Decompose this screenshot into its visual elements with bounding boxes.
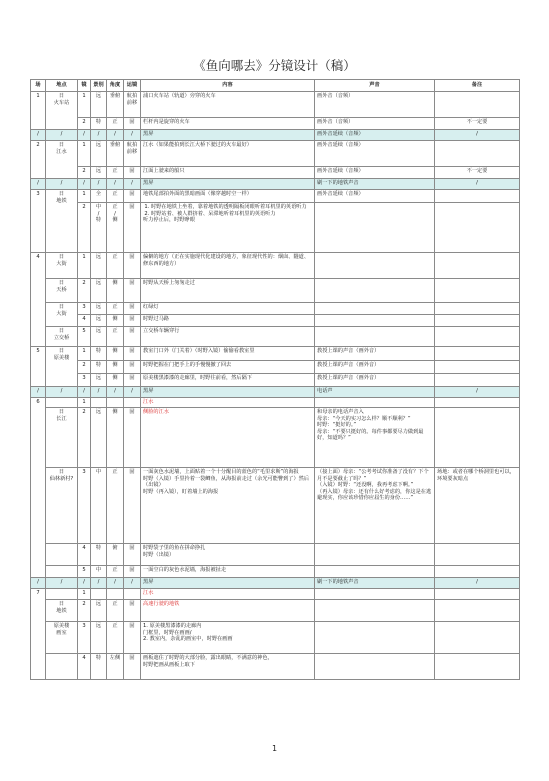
content-cell: 红绿灯 [141, 303, 315, 315]
content-item: 1. 时野在地铁上坐着，靠着地铁的透明隔板闭眼听着耳机里的英语听力 [151, 204, 312, 211]
shot-size: 中 [91, 566, 107, 578]
note-cell [435, 253, 520, 279]
content-cell: 江水 [141, 398, 315, 408]
content-cell: 江面上驶来的船只 [141, 167, 315, 179]
shot-number: 2 [78, 203, 91, 253]
dialogue-line: （接上面）母亲：“公考考试你准备了没有？下个月不是要截止了吗？” [317, 469, 429, 482]
shot-size: 远 [91, 327, 107, 347]
shot-number: 5 [78, 566, 91, 578]
shot-number: 4 [78, 315, 91, 327]
shot-number: 1 [78, 253, 91, 279]
sound-cell [315, 253, 435, 279]
note-cell [435, 654, 520, 680]
scene-number: 5 [31, 347, 46, 387]
angle: 正 [107, 622, 124, 654]
content-cell: 教室门口外（门关着）（时野入镜）偷偷看教室里 [141, 347, 315, 361]
document-title: 《鱼向哪去》分镜设计（稿） [193, 58, 356, 73]
table-row [31, 347, 520, 361]
shot-size: 特 [91, 347, 107, 361]
movement: 固 [124, 566, 141, 578]
sound-cell: 画外音延续（音频） [315, 130, 435, 141]
angle: 正 [107, 190, 124, 203]
shot-size: 远 [91, 622, 107, 654]
content-cell: 地铁尾部拍外面的黑暗画面（像穿越时空一样） [141, 190, 315, 203]
content-cell: 浦口火车站（轨道）旁穿的火车 [141, 92, 315, 118]
content-line: 时野袋子里的鱼在拼命挣扎 [143, 545, 206, 551]
movement: 固 [124, 118, 141, 130]
dialogue-line: （入镜）时野：“还没啊，我再考虑下啊。” [317, 482, 414, 489]
sound-cell: 刷一下的地铁声音 [315, 179, 435, 190]
slash: / [435, 578, 520, 589]
table-row [31, 92, 520, 118]
table-row [31, 398, 520, 408]
note-cell: 不一定要 [435, 118, 520, 130]
slash: / [46, 179, 78, 190]
header-scene: 场 [31, 80, 46, 92]
shot-size: 远 [91, 167, 107, 179]
content-cell: 侧脸的江水 [141, 408, 315, 468]
content-cell: 一面空白的灰色水泥墙，海报被扯走 [141, 566, 315, 578]
shot-size: 远 [91, 303, 107, 315]
note-cell [435, 361, 520, 374]
shot-size: 特 [91, 654, 107, 680]
content-item: 2. 时野站着、被人群挤着、呆滞地听着耳机里的英语听力 [151, 211, 312, 218]
content-cell: 江水（如果能拍到长江大桥下驶过的火车最好） [141, 141, 315, 167]
header-note: 备注 [435, 80, 520, 92]
note-cell [435, 398, 520, 408]
content-line: 1. 原美楼黑漆漆的走廊内 [143, 623, 202, 629]
location-cell [46, 398, 78, 408]
angle: 侧 [107, 374, 124, 387]
shot-size [91, 398, 107, 408]
content-cell: 黑屏 [141, 179, 315, 190]
table-row [31, 468, 520, 544]
table-row [31, 327, 520, 347]
blackout-row [31, 179, 520, 190]
content-line: 一面灰色水泥墙，上面贴着一个十分醒目的蓝色的“毛里求斯”的海报 [143, 469, 299, 475]
angle [107, 589, 124, 600]
location-cell [46, 654, 78, 680]
note-cell [435, 622, 520, 654]
note-cell [435, 327, 520, 347]
table-row [31, 253, 520, 279]
movement: 航拍 前移 [124, 141, 141, 167]
location-cell: 日 地铁 [46, 190, 78, 253]
scene-number: 4 [31, 253, 46, 347]
scene-number: 3 [31, 190, 46, 253]
movement: 固 [124, 347, 141, 361]
angle: 正 [107, 327, 124, 347]
table-row [31, 622, 520, 654]
movement: 固 [124, 190, 141, 203]
content-line: 时野（出镜） [143, 551, 175, 558]
sound-cell: 教授上课的声音（画外音） [315, 347, 435, 361]
sound-cell: 教授上课的声音（画外音） [315, 374, 435, 387]
dialogue-line: 时野：“挺好的。” [317, 422, 357, 429]
content-cell: 栏杆内是旋穿的火车 [141, 118, 315, 130]
angle: 侧 [107, 347, 124, 361]
table-row [31, 118, 520, 130]
slash: / [78, 578, 91, 589]
sound-cell [315, 468, 435, 544]
shot-size: 中 [91, 468, 107, 544]
movement: 固 [124, 374, 141, 387]
angle: 正 [107, 167, 124, 179]
table-row [31, 279, 520, 303]
movement: 固 [124, 253, 141, 279]
content-cell [141, 544, 315, 566]
shot-size: 远 [91, 600, 107, 622]
note-cell [435, 347, 520, 361]
location-cell: 日 立交桥 [46, 327, 78, 347]
shot-size: 特 [91, 118, 107, 130]
dialogue-line: 母亲：“不要只挺好的。每件事都要尽力做到最好，知道吗？” [317, 428, 424, 442]
content-cell: 黑屏 [141, 578, 315, 589]
sound-cell [315, 327, 435, 347]
shot-size: 远 [91, 374, 107, 387]
shot-number: 1 [78, 141, 91, 167]
sound-cell [315, 566, 435, 578]
movement: 固 [124, 279, 141, 303]
movement [124, 398, 141, 408]
table-row [31, 374, 520, 387]
angle: 垂俯 [107, 92, 124, 118]
content-cell: 黑屏 [141, 130, 315, 141]
content-cell: 黑屏 [141, 387, 315, 398]
angle: 正 [107, 600, 124, 622]
sound-cell [315, 315, 435, 327]
blackout-row [31, 578, 520, 589]
shot-size: 远 [91, 141, 107, 167]
movement: 固 [124, 544, 141, 566]
movement [124, 589, 141, 600]
sound-cell: 画外音延续（音频） [315, 167, 435, 179]
table-row [31, 589, 520, 600]
storyboard-table [30, 79, 520, 680]
header-movement: 运镜 [124, 80, 141, 92]
angle: 垂俯 [107, 141, 124, 167]
header-content: 内容 [141, 80, 315, 92]
slash: / [46, 130, 78, 141]
shot-number: 1 [78, 347, 91, 361]
content-cell [141, 203, 315, 253]
note-cell [435, 92, 520, 118]
movement: 固 [124, 468, 141, 544]
shot-number: 1 [78, 92, 91, 118]
angle: 侧 [107, 408, 124, 468]
table-row [31, 303, 520, 315]
sound-cell [315, 600, 435, 622]
location-cell: 日 长江 [46, 408, 78, 468]
movement: 固 [124, 408, 141, 468]
shot-size: 远 [91, 279, 107, 303]
shot-size: 特 [91, 544, 107, 566]
dialogue-line: 和母亲的电话声音入 [317, 409, 364, 415]
angle: 侧 [107, 315, 124, 327]
slash: / [435, 179, 520, 190]
note-cell [435, 600, 520, 622]
location-cell: 日 天桥 [46, 279, 78, 303]
shot-size: 远 [91, 408, 107, 468]
note-cell [435, 203, 520, 253]
table-row [31, 167, 520, 179]
content-cell: 偏僻的地方（正在实施现代化建设的地方，象征现代性的：烟囱、隧道、修东西的地方） [141, 253, 315, 279]
shot-number: 1 [78, 398, 91, 408]
header-sound: 声音 [315, 80, 435, 92]
movement: 固 [124, 361, 141, 374]
note-cell [435, 544, 520, 566]
movement: 固 [124, 303, 141, 315]
slash: / [78, 130, 91, 141]
slash: / [124, 130, 141, 141]
slash: / [107, 130, 124, 141]
shot-number: 4 [78, 544, 91, 566]
content-cell: 高速行驶的地铁 [141, 600, 315, 622]
slash: / [124, 179, 141, 190]
location-cell: 日 大街 [46, 303, 78, 327]
note-cell: 不一定要 [435, 167, 520, 179]
scene-number: 6 [31, 398, 46, 578]
note-cell [435, 303, 520, 315]
note-cell [435, 141, 520, 167]
content-cell [141, 468, 315, 544]
page-number: 1 [271, 744, 278, 753]
movement: 固 [124, 167, 141, 179]
shot-size: 远 [91, 315, 107, 327]
shot-number: 3 [78, 374, 91, 387]
content-cell [141, 654, 315, 680]
shot-number: 1 [78, 589, 91, 600]
note-cell [435, 374, 520, 387]
movement: 固 [124, 203, 141, 253]
content-line: 门框里，时野在画画/ [143, 629, 192, 636]
sound-cell: 画外音延续（音频） [315, 141, 435, 167]
header-location: 地点 [46, 80, 78, 92]
slash: / [435, 130, 520, 141]
slash: / [91, 130, 107, 141]
note-cell [435, 566, 520, 578]
content-cell: 时野过马路 [141, 315, 315, 327]
shot-number: 1 [78, 190, 91, 203]
note-cell [435, 589, 520, 600]
note-cell [435, 408, 520, 468]
slash: / [78, 387, 91, 398]
content-cell [141, 622, 315, 654]
content-cell: 时野把握在门把手上的手慢慢撤了回去 [141, 361, 315, 374]
shot-number: 2 [78, 600, 91, 622]
sound-cell [315, 408, 435, 468]
angle: 正 [107, 118, 124, 130]
table-row [31, 544, 520, 566]
sound-cell [315, 622, 435, 654]
header-shot: 镜 [78, 80, 91, 92]
shot-number: 2 [78, 118, 91, 130]
location-cell [46, 566, 78, 578]
sound-cell [315, 203, 435, 253]
location-cell: 日 火车站 [46, 92, 78, 130]
slash: / [124, 578, 141, 589]
slash: / [78, 179, 91, 190]
location-cell [46, 544, 78, 566]
location-cell: 日 地铁 [46, 600, 78, 622]
dialogue-line: 母亲：“今天的实习怎么样？顺不顺利？” [317, 415, 411, 422]
angle [107, 398, 124, 408]
table-row [31, 566, 520, 578]
sound-cell [315, 303, 435, 315]
slash: / [91, 179, 107, 190]
shot-size [91, 589, 107, 600]
table-row [31, 654, 520, 680]
slash: / [124, 387, 141, 398]
shot-size: 特 [91, 361, 107, 374]
content-line: 听力停止后，时野睁眼 [143, 217, 195, 224]
scene-number: 2 [31, 141, 46, 179]
table-row [31, 190, 520, 203]
slash: / [91, 387, 107, 398]
movement: 航拍 前移 [124, 92, 141, 118]
note-cell: 场地：或者在哪个桥洞里也可以，环境要灰暗点 [435, 468, 520, 544]
blackout-row [31, 387, 520, 398]
slash: / [46, 578, 78, 589]
table-row [31, 315, 520, 327]
angle: 左侧 [107, 654, 124, 680]
content-cell: 原美楼黑漆漆的走廊里，时野往前看，然后隔下 [141, 374, 315, 387]
sound-cell [315, 398, 435, 408]
movement: 固 [124, 600, 141, 622]
slash: / [435, 387, 520, 398]
shot-number: 2 [78, 167, 91, 179]
shot-number: 3 [78, 303, 91, 315]
slash: / [107, 387, 124, 398]
note-cell [435, 279, 520, 303]
slash: / [31, 130, 46, 141]
table-row [31, 408, 520, 468]
content-line: 时野把画从画板上取下 [143, 661, 195, 668]
table-row [31, 141, 520, 167]
shot-size: 远 [91, 253, 107, 279]
location-cell: 日 仙林新村? [46, 468, 78, 544]
content-line: 时野（入镜）手里拎着一袋鲫鱼，从海报前走过（余光可能瞥到了）然后（出镜） [143, 475, 310, 489]
angle: 正 [107, 468, 124, 544]
slash: / [107, 578, 124, 589]
angle: 正 [107, 303, 124, 315]
sound-cell: 刷一下的地铁声音 [315, 578, 435, 589]
sound-cell: 画外音（音频） [315, 118, 435, 130]
table-row [31, 203, 520, 253]
sound-cell: 教授上课的声音（画外音） [315, 361, 435, 374]
slash: / [31, 578, 46, 589]
angle: 正 / 侧 [107, 203, 124, 253]
sound-cell: 电话声 [315, 387, 435, 398]
sound-cell: 画外音（音频） [315, 92, 435, 118]
sound-cell [315, 544, 435, 566]
slash: / [107, 179, 124, 190]
blackout-row [31, 130, 520, 141]
angle: 正 [107, 253, 124, 279]
movement: 固 [124, 654, 141, 680]
sound-cell [315, 589, 435, 600]
movement: 固 [124, 622, 141, 654]
content-line: 画板遮住了时野的大部分脸，露出眼睛，不满意的神色， [143, 655, 273, 661]
shot-number: 3 [78, 622, 91, 654]
shot-size: 全 [91, 190, 107, 203]
shot-number: 2 [78, 408, 91, 468]
slash: / [31, 179, 46, 190]
angle: 侧 [107, 279, 124, 303]
dialogue-line: （再入镜）母亲：还有什么好考虑的，你这是在逃避现实，你应该珍惜你应届生的身份……” [317, 488, 432, 502]
content-line: 2. 教室内，杂乱的画室中，时野在画画 [143, 636, 233, 643]
shot-number: 4 [78, 654, 91, 680]
sound-cell [315, 279, 435, 303]
scene-number: 7 [31, 589, 46, 680]
scene-number: 1 [31, 92, 46, 130]
angle: 侧 [107, 361, 124, 374]
location-cell: 日 大街 [46, 253, 78, 279]
header-shot-size: 景别 [91, 80, 107, 92]
content-cell: 立交桥车辆穿行 [141, 327, 315, 347]
note-cell [435, 190, 520, 203]
shot-size: 中 / 特 [91, 203, 107, 253]
shot-number: 2 [78, 279, 91, 303]
slash: / [31, 387, 46, 398]
location-cell [46, 589, 78, 600]
movement: 固 [124, 315, 141, 327]
shot-size: 远 [91, 92, 107, 118]
header-angle: 角度 [107, 80, 124, 92]
movement: 固 [124, 327, 141, 347]
table-row [31, 600, 520, 622]
shot-number: 5 [78, 327, 91, 347]
slash: / [46, 387, 78, 398]
shot-number: 3 [78, 468, 91, 544]
sound-cell [315, 654, 435, 680]
table-row [31, 361, 520, 374]
content-cell: 时野从天桥上匆匆走过 [141, 279, 315, 303]
angle: 俯 [107, 544, 124, 566]
content-line: 时野（再入镜），盯着墙上的海报 [143, 488, 219, 495]
note-cell [435, 315, 520, 327]
location-cell: 日 原美楼 [46, 347, 78, 387]
content-cell: 江水 [141, 589, 315, 600]
slash: / [91, 578, 107, 589]
shot-number: 2 [78, 361, 91, 374]
angle: 正 [107, 566, 124, 578]
sound-cell: 画外音延续（音频） [315, 190, 435, 203]
header-row [31, 80, 520, 92]
location-cell: 日 江水 [46, 141, 78, 179]
location-cell: 原美楼 画室 [46, 622, 78, 654]
